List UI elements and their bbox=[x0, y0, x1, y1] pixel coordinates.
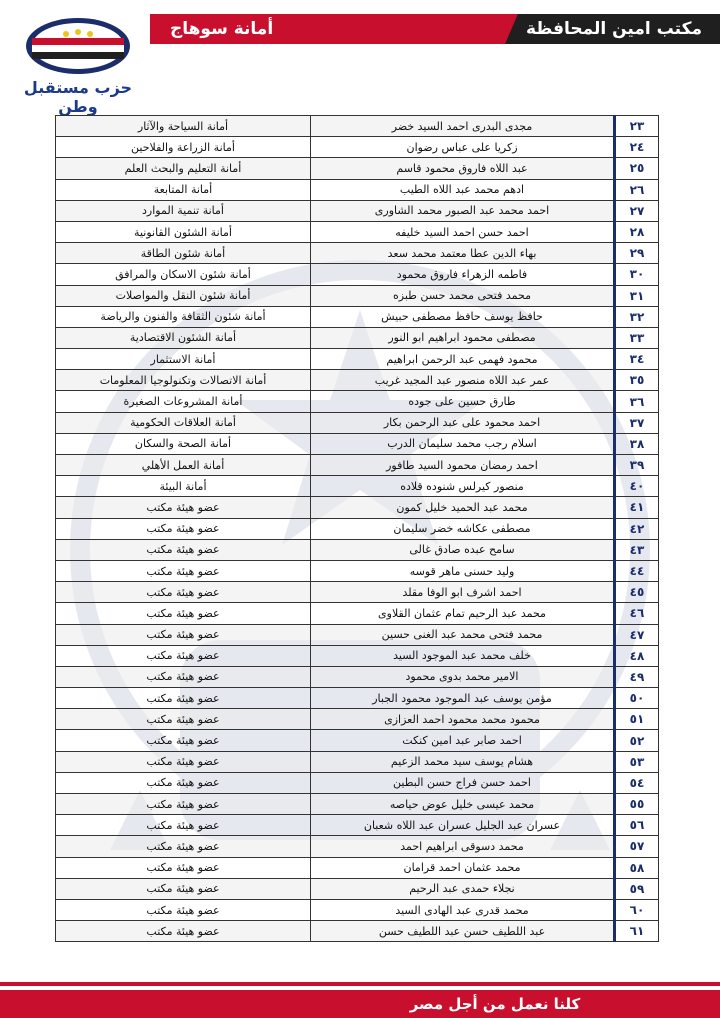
member-name: مجدى البدرى احمد السيد خضر bbox=[311, 116, 615, 137]
member-name: محمد فتحى محمد حسن طبزه bbox=[311, 285, 615, 306]
member-name: ادهم محمد عبد اللاه الطيب bbox=[311, 179, 615, 200]
member-name: حافظ يوسف حافظ مصطفى حبيش bbox=[311, 306, 615, 327]
table-row bbox=[56, 455, 659, 476]
row-number: ٣٦ bbox=[615, 391, 659, 412]
table-row bbox=[56, 264, 659, 285]
member-role: عضو هيئة مكتب bbox=[56, 709, 311, 730]
row-number: ٥١ bbox=[615, 709, 659, 730]
row-number: ٥٦ bbox=[615, 815, 659, 836]
office-title: مكتب امين المحافظة bbox=[525, 19, 702, 39]
member-role: عضو هيئة مكتب bbox=[56, 772, 311, 793]
member-name: احمد اشرف ابو الوفا مقلد bbox=[311, 582, 615, 603]
row-number: ٢٥ bbox=[615, 158, 659, 179]
member-name: احمد صابر عبد امين كنكت bbox=[311, 730, 615, 751]
table-row bbox=[56, 137, 659, 158]
row-number: ٣١ bbox=[615, 285, 659, 306]
member-role: عضو هيئة مكتب bbox=[56, 899, 311, 920]
member-name: عبد اللاه فاروق محمود قاسم bbox=[311, 158, 615, 179]
table-row bbox=[56, 518, 659, 539]
member-role: أمانة العلاقات الحكومية bbox=[56, 412, 311, 433]
member-role: عضو هيئة مكتب bbox=[56, 878, 311, 899]
footer-slogan: كلنا نعمل من أجل مصر bbox=[409, 995, 581, 1013]
member-role: أمانة الصحة والسكان bbox=[56, 433, 311, 454]
member-name: سامح عبده صادق غالى bbox=[311, 539, 615, 560]
row-number: ٢٨ bbox=[615, 221, 659, 242]
table-row bbox=[56, 899, 659, 920]
page-footer bbox=[0, 980, 720, 1018]
row-number: ٤٣ bbox=[615, 539, 659, 560]
party-logo bbox=[8, 12, 148, 116]
members-table bbox=[55, 115, 659, 942]
table-row bbox=[56, 116, 659, 137]
member-name: محمود فهمى عبد الرحمن ابراهيم bbox=[311, 349, 615, 370]
row-number: ٢٣ bbox=[615, 116, 659, 137]
member-role: أمانة شئون الثقافة والفنون والرياضة bbox=[56, 306, 311, 327]
member-role: أمانة البيئة bbox=[56, 476, 311, 497]
member-name: مصطفى عكاشه خضر سليمان bbox=[311, 518, 615, 539]
member-role: عضو هيئة مكتب bbox=[56, 666, 311, 687]
row-number: ٦٠ bbox=[615, 899, 659, 920]
member-role: عضو هيئة مكتب bbox=[56, 539, 311, 560]
member-role: عضو هيئة مكتب bbox=[56, 815, 311, 836]
member-role: عضو هيئة مكتب bbox=[56, 688, 311, 709]
member-role: أمانة تنمية الموارد bbox=[56, 200, 311, 221]
row-number: ٤٥ bbox=[615, 582, 659, 603]
member-role: عضو هيئة مكتب bbox=[56, 794, 311, 815]
secretariat-title: أمانة سوهاج bbox=[170, 19, 274, 39]
table-row bbox=[56, 857, 659, 878]
row-number: ٥٧ bbox=[615, 836, 659, 857]
member-name: اسلام رجب محمد سليمان الدرب bbox=[311, 433, 615, 454]
table-row bbox=[56, 794, 659, 815]
member-role: أمانة الاستثمار bbox=[56, 349, 311, 370]
member-name: احمد رمضان محمود السيد طافور bbox=[311, 455, 615, 476]
member-role: عضو هيئة مكتب bbox=[56, 836, 311, 857]
member-role: عضو هيئة مكتب bbox=[56, 560, 311, 581]
row-number: ٥٩ bbox=[615, 878, 659, 899]
member-name: احمد محمود على عبد الرحمن بكار bbox=[311, 412, 615, 433]
member-name: نجلاء حمدى عبد الرحيم bbox=[311, 878, 615, 899]
member-role: عضو هيئة مكتب bbox=[56, 645, 311, 666]
member-name: محمد عبد الحميد خليل كمون bbox=[311, 497, 615, 518]
member-name: محمد عبد الرحيم تمام عثمان القلاوى bbox=[311, 603, 615, 624]
row-number: ٥٨ bbox=[615, 857, 659, 878]
row-number: ٥٣ bbox=[615, 751, 659, 772]
member-role: أمانة المشروعات الصغيرة bbox=[56, 391, 311, 412]
member-role: أمانة شئون الاسكان والمرافق bbox=[56, 264, 311, 285]
member-name: مصطفى محمود ابراهيم ابو النور bbox=[311, 327, 615, 348]
table-row bbox=[56, 391, 659, 412]
table-row bbox=[56, 772, 659, 793]
table-row bbox=[56, 179, 659, 200]
member-name: طارق حسين على جوده bbox=[311, 391, 615, 412]
member-name: محمود محمد محمود احمد العزازى bbox=[311, 709, 615, 730]
row-number: ٤٢ bbox=[615, 518, 659, 539]
member-name: محمد فتحى محمد عبد الغنى حسين bbox=[311, 624, 615, 645]
row-number: ٣٨ bbox=[615, 433, 659, 454]
table-row bbox=[56, 645, 659, 666]
member-role: أمانة التعليم والبحث العلم bbox=[56, 158, 311, 179]
table-row bbox=[56, 221, 659, 242]
member-role: أمانة شئون النقل والمواصلات bbox=[56, 285, 311, 306]
member-role: أمانة شئون الطاقة bbox=[56, 243, 311, 264]
table-row bbox=[56, 158, 659, 179]
row-number: ٣٢ bbox=[615, 306, 659, 327]
member-name: الامير محمد بدوى محمود bbox=[311, 666, 615, 687]
party-name: حزب مستقبل وطن bbox=[23, 78, 133, 116]
member-name: عبد اللطيف حسن عبد اللطيف حسن bbox=[311, 921, 615, 942]
logo-emblem-icon bbox=[8, 12, 148, 82]
member-name: منصور كيرلس شنوده قلاده bbox=[311, 476, 615, 497]
table-row bbox=[56, 836, 659, 857]
row-number: ٣٧ bbox=[615, 412, 659, 433]
table-row bbox=[56, 624, 659, 645]
table-row bbox=[56, 433, 659, 454]
table-row bbox=[56, 243, 659, 264]
table-row bbox=[56, 370, 659, 391]
row-number: ٢٤ bbox=[615, 137, 659, 158]
table-row bbox=[56, 688, 659, 709]
member-name: محمد عثمان احمد قرامان bbox=[311, 857, 615, 878]
page-header bbox=[0, 0, 720, 116]
member-role: عضو هيئة مكتب bbox=[56, 497, 311, 518]
member-name: محمد عيسى خليل عوض حياصه bbox=[311, 794, 615, 815]
member-role: عضو هيئة مكتب bbox=[56, 921, 311, 942]
member-role: عضو هيئة مكتب bbox=[56, 751, 311, 772]
row-number: ٣٩ bbox=[615, 455, 659, 476]
footer-line bbox=[0, 982, 720, 986]
row-number: ٣٥ bbox=[615, 370, 659, 391]
member-name: محمد قدرى عبد الهادى السيد bbox=[311, 899, 615, 920]
member-name: خلف محمد عبد الموجود السيد bbox=[311, 645, 615, 666]
table-row bbox=[56, 878, 659, 899]
member-role: أمانة الشئون الاقتصادية bbox=[56, 327, 311, 348]
table-row bbox=[56, 539, 659, 560]
member-role: عضو هيئة مكتب bbox=[56, 730, 311, 751]
member-name: وليد حسنى ماهر قوسه bbox=[311, 560, 615, 581]
row-number: ٦١ bbox=[615, 921, 659, 942]
member-role: أمانة السياحة والآثار bbox=[56, 116, 311, 137]
member-name: بهاء الدين عطا معتمد محمد سعد bbox=[311, 243, 615, 264]
member-role: عضو هيئة مكتب bbox=[56, 518, 311, 539]
member-name: عمر عبد اللاه منصور عبد المجيد غريب bbox=[311, 370, 615, 391]
member-name: احمد حسن فراج حسن البطين bbox=[311, 772, 615, 793]
row-number: ٥٠ bbox=[615, 688, 659, 709]
row-number: ٤٩ bbox=[615, 666, 659, 687]
row-number: ٤٧ bbox=[615, 624, 659, 645]
table-row bbox=[56, 815, 659, 836]
member-role: عضو هيئة مكتب bbox=[56, 624, 311, 645]
table-row bbox=[56, 412, 659, 433]
member-role: عضو هيئة مكتب bbox=[56, 603, 311, 624]
table-row bbox=[56, 666, 659, 687]
row-number: ٤٠ bbox=[615, 476, 659, 497]
member-name: زكريا على عباس رضوان bbox=[311, 137, 615, 158]
table-row bbox=[56, 476, 659, 497]
table-row bbox=[56, 751, 659, 772]
member-role: عضو هيئة مكتب bbox=[56, 582, 311, 603]
row-number: ٥٥ bbox=[615, 794, 659, 815]
table-row bbox=[56, 349, 659, 370]
member-name: عسران عبد الجليل عسران عبد اللاه شعبان bbox=[311, 815, 615, 836]
row-number: ٥٢ bbox=[615, 730, 659, 751]
table-row bbox=[56, 560, 659, 581]
row-number: ٣٣ bbox=[615, 327, 659, 348]
row-number: ٤٨ bbox=[615, 645, 659, 666]
member-name: فاطمه الزهراء فاروق محمود bbox=[311, 264, 615, 285]
member-name: احمد حسن احمد السيد خليفه bbox=[311, 221, 615, 242]
row-number: ٢٧ bbox=[615, 200, 659, 221]
member-name: مؤمن يوسف عبد الموجود محمود الجبار bbox=[311, 688, 615, 709]
row-number: ٢٦ bbox=[615, 179, 659, 200]
table-row bbox=[56, 285, 659, 306]
row-number: ٤٦ bbox=[615, 603, 659, 624]
table-row bbox=[56, 327, 659, 348]
member-name: احمد محمد عبد الصبور محمد الشاورى bbox=[311, 200, 615, 221]
row-number: ٥٤ bbox=[615, 772, 659, 793]
table-row bbox=[56, 709, 659, 730]
member-role: عضو هيئة مكتب bbox=[56, 857, 311, 878]
member-role: أمانة العمل الأهلي bbox=[56, 455, 311, 476]
table-row bbox=[56, 603, 659, 624]
table-row bbox=[56, 730, 659, 751]
table-row bbox=[56, 497, 659, 518]
row-number: ٣٤ bbox=[615, 349, 659, 370]
row-number: ٤١ bbox=[615, 497, 659, 518]
members-table-container bbox=[55, 115, 659, 942]
row-number: ٢٩ bbox=[615, 243, 659, 264]
table-row bbox=[56, 306, 659, 327]
member-name: محمد دسوقى ابراهيم احمد bbox=[311, 836, 615, 857]
table-row bbox=[56, 582, 659, 603]
table-row bbox=[56, 921, 659, 942]
member-role: أمانة الزراعة والفلاحين bbox=[56, 137, 311, 158]
member-role: أمانة المتابعة bbox=[56, 179, 311, 200]
member-role: أمانة الشئون القانونية bbox=[56, 221, 311, 242]
table-row bbox=[56, 200, 659, 221]
member-role: أمانة الاتصالات وتكنولوجيا المعلومات bbox=[56, 370, 311, 391]
member-name: هشام يوسف سيد محمد الزعيم bbox=[311, 751, 615, 772]
row-number: ٣٠ bbox=[615, 264, 659, 285]
row-number: ٤٤ bbox=[615, 560, 659, 581]
